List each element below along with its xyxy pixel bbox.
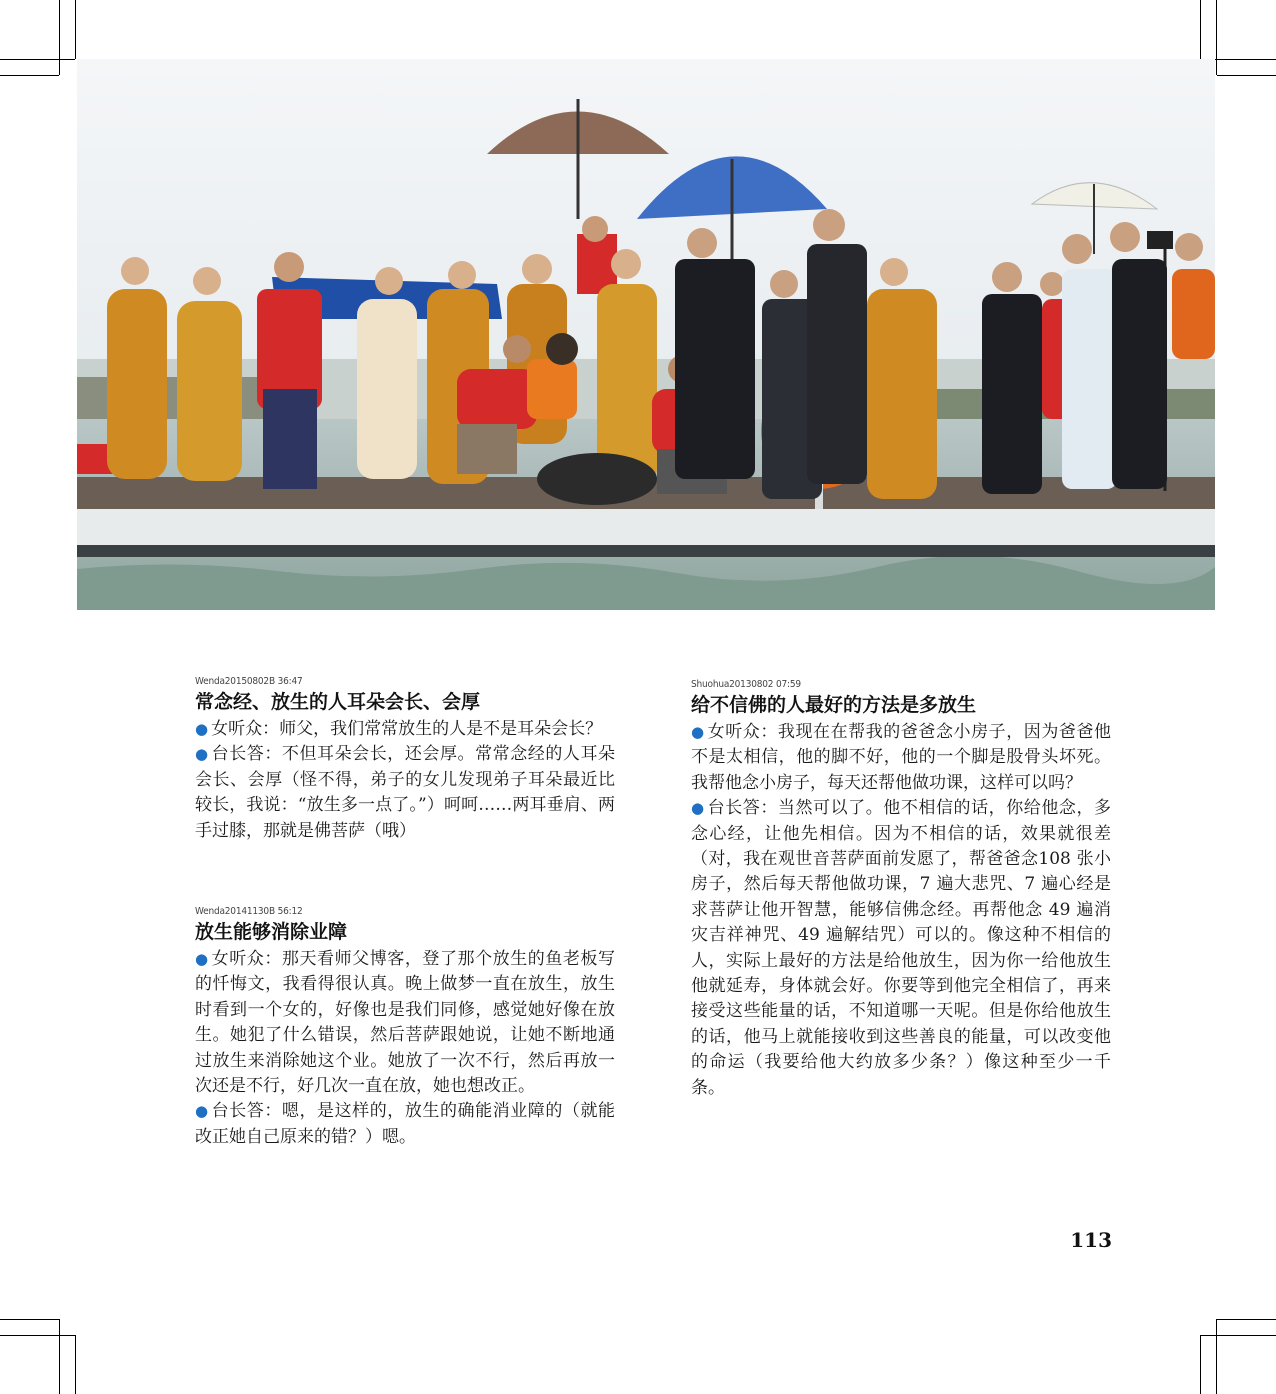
bullet-icon: ● xyxy=(195,745,209,764)
crop-mark xyxy=(0,1335,75,1336)
crop-mark xyxy=(75,0,76,59)
paragraph xyxy=(195,742,615,844)
bullet-icon: ● xyxy=(195,950,209,969)
paragraph-text: 台长答：嗯，是这样的，放生的确能消业障的（就能改正她自己原来的错？）嗯。 xyxy=(195,1101,616,1147)
crop-mark xyxy=(1216,1319,1217,1394)
section-heading: 常念经、放生的人耳朵会长、会厚 xyxy=(195,691,481,713)
crop-mark xyxy=(0,1319,59,1320)
article-section xyxy=(195,676,615,844)
source-reference: Shuohua20130802 07:59 xyxy=(691,679,801,690)
crop-mark xyxy=(0,75,59,76)
paragraph-text: 女听众：那天看师父博客，登了那个放生的鱼老板写的忏悔文，我看得很认真。晚上做梦一直在放生，放生时看到一个女的，好像也是我们同修，感觉她好像在放生。她犯了什么错误，然后菩萨跟她说，让她不断地通过放生来消除她这个业。她放了一次不行，然后再放一次还是不行，好几次一直在放，她也想改正。 xyxy=(195,949,616,1097)
paragraph xyxy=(195,1099,615,1150)
paragraph xyxy=(691,796,1111,1101)
section-heading: 放生能够消除业障 xyxy=(195,921,348,944)
source-reference: Wenda20150802B 36:47 xyxy=(195,676,303,687)
paragraph xyxy=(195,717,615,742)
paragraph-text: 台长答：不但耳朵会长，还会厚。常常念经的人耳朵会长、会厚（怪不得，弟子的女儿发现弟子耳朵最近比较长，我说：“放生多一点了。”）呵呵……两耳垂肩、两手过膝，那就是佛菩萨（哦） xyxy=(195,744,616,841)
page-number: 113 xyxy=(1070,1228,1112,1252)
crop-mark xyxy=(1200,0,1201,59)
article-photo xyxy=(77,59,1215,610)
crop-mark xyxy=(59,0,60,75)
paragraph-text: 台长答：当然可以了。他不相信的话，你给他念，多念心经，让他先相信。因为不相信的话，效果就很差（对，我在观世音菩萨面前发愿了，帮爸爸念108 张小房子，然后每天帮他做功课，7 遍大悲咒、7 遍心经是求菩萨让他开智慧，能够信佛念经。再帮他念 49 遍消灾吉祥神咒、49 遍解结咒）可以的。像这种不相信的人，实际上最好的方法是给他放生，因为你一给他放生他就延寿，身体就会好。你要等到他完全相信了，再来接受这些能量的话，不知道哪一天呢。但是你给他放生的话，他马上就能接收到这些善良的能量，可以改变他的命运（我要给他大约放多少条？）像这种至少一千条。 xyxy=(691,798,1112,1098)
paragraph xyxy=(195,947,615,1099)
crop-mark xyxy=(1200,1335,1201,1394)
left-column xyxy=(195,676,615,1150)
paragraph-text: 女听众：师父，我们常常放生的人是不是耳朵会长？ xyxy=(211,719,603,739)
right-column xyxy=(691,679,1111,1101)
crop-mark xyxy=(1216,0,1217,75)
bullet-icon: ● xyxy=(195,1102,209,1121)
bullet-icon: ● xyxy=(691,799,705,818)
paragraph xyxy=(691,720,1111,796)
crop-mark xyxy=(1217,1319,1276,1320)
article-section xyxy=(691,679,1111,1101)
crop-mark xyxy=(1201,1335,1276,1336)
bullet-icon: ● xyxy=(691,723,705,741)
crop-mark xyxy=(1217,75,1276,76)
paragraph-text: 女听众：我现在在帮我的爸爸念小房子，因为爸爸他不是太相信，他的脚不好，他的一个脚是股骨头坏死。我帮他念小房子，每天还帮他做功课，这样可以吗？ xyxy=(691,722,1112,793)
section-heading: 给不信佛的人最好的方法是多放生 xyxy=(691,694,977,716)
article-section xyxy=(195,906,615,1150)
source-reference: Wenda20141130B 56:12 xyxy=(195,906,303,918)
crop-mark xyxy=(59,1319,60,1394)
crop-mark xyxy=(0,59,75,60)
bullet-icon: ● xyxy=(195,720,209,738)
crop-mark xyxy=(75,1335,76,1394)
